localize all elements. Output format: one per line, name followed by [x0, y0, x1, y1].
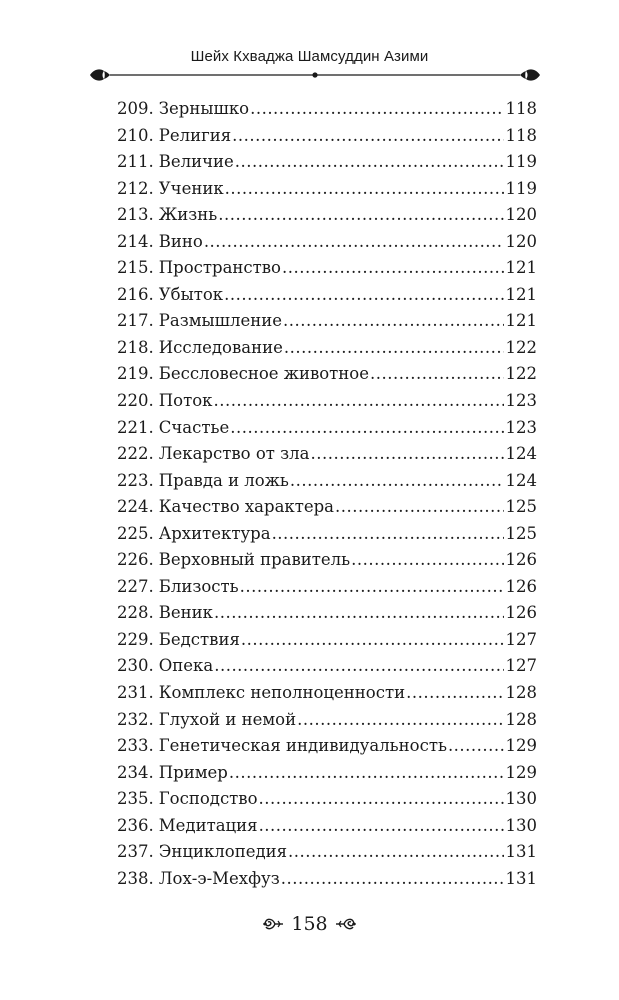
toc-entry — [117, 123, 537, 150]
toc-entry-number: 226. — [117, 550, 154, 570]
toc-entry — [117, 707, 537, 734]
toc-entry-number: 222. — [117, 444, 154, 464]
toc-entry-page: 119 — [505, 152, 537, 172]
toc-entry-number: 218. — [117, 337, 154, 357]
toc-dot-leader — [235, 149, 504, 176]
toc-dot-leader — [218, 202, 503, 229]
toc-entry-page: 121 — [505, 284, 537, 304]
toc-dot-leader — [229, 760, 504, 787]
toc-entry-page: 123 — [505, 417, 537, 437]
toc-entry-title: Жизнь — [158, 205, 218, 225]
toc-dot-leader — [406, 680, 503, 707]
toc-entry-page: 122 — [505, 337, 537, 357]
toc-entry-number: 213. — [117, 205, 154, 225]
toc-dot-leader — [241, 627, 504, 654]
toc-entry-page: 118 — [505, 99, 537, 118]
toc-entry — [117, 574, 537, 601]
toc-entry-number: 224. — [117, 497, 154, 517]
toc-entry — [117, 361, 537, 388]
toc-entry-title: Качество характера — [158, 497, 335, 517]
toc-entry-number: 212. — [117, 178, 154, 198]
toc-entry — [117, 415, 537, 442]
toc-entry-page: 120 — [505, 231, 537, 251]
table-of-contents — [117, 96, 537, 892]
toc-dot-leader — [259, 786, 504, 813]
toc-entry-title: Медитация — [158, 815, 258, 835]
toc-entry — [117, 600, 537, 627]
toc-entry-page: 129 — [505, 736, 537, 756]
toc-entry-title: Счастье — [158, 417, 230, 437]
toc-entry-title: Опека — [158, 656, 214, 676]
toc-entry-title: Бессловесное животное — [158, 364, 369, 384]
toc-entry-page: 125 — [505, 497, 537, 517]
toc-entry-page: 128 — [505, 683, 537, 703]
toc-entry-number: 231. — [117, 683, 154, 703]
toc-entry-title: Господство — [158, 789, 258, 809]
toc-entry-title: Ученик — [158, 178, 224, 198]
toc-entry-title: Величие — [158, 152, 234, 172]
toc-entry-title: Вино — [158, 231, 203, 251]
toc-dot-leader — [272, 521, 504, 548]
toc-entry-number: 236. — [117, 815, 154, 835]
toc-dot-leader — [351, 547, 503, 574]
toc-entry-number: 220. — [117, 391, 154, 411]
toc-entry — [117, 255, 537, 282]
toc-entry-number: 227. — [117, 576, 154, 596]
toc-entry-number: 209. — [117, 99, 154, 118]
toc-entry-title: Пример — [158, 762, 228, 782]
toc-entry-page: 123 — [505, 391, 537, 411]
toc-entry-title: Поток — [158, 391, 213, 411]
toc-entry-title: Бедствия — [158, 629, 240, 649]
toc-entry — [117, 786, 537, 813]
toc-entry — [117, 308, 537, 335]
toc-dot-leader — [370, 361, 504, 388]
toc-dot-leader — [224, 282, 503, 309]
toc-entry-page: 129 — [505, 762, 537, 782]
toc-entry — [117, 521, 537, 548]
toc-entry — [117, 282, 537, 309]
toc-entry-number: 211. — [117, 152, 154, 172]
toc-entry — [117, 468, 537, 495]
toc-entry-number: 230. — [117, 656, 154, 676]
toc-entry-title: Пространство — [158, 258, 281, 278]
toc-entry — [117, 627, 537, 654]
toc-entry-number: 217. — [117, 311, 154, 331]
toc-entry-page: 119 — [505, 178, 537, 198]
toc-entry-number: 215. — [117, 258, 154, 278]
toc-entry-page: 124 — [505, 444, 537, 464]
toc-entry-number: 225. — [117, 523, 154, 543]
toc-entry-page: 130 — [505, 815, 537, 835]
toc-entry — [117, 760, 537, 787]
toc-entry-number: 235. — [117, 789, 154, 809]
toc-entry — [117, 229, 537, 256]
toc-entry-page: 130 — [505, 789, 537, 809]
toc-entry — [117, 680, 537, 707]
toc-entry — [117, 494, 537, 521]
toc-entry-page: 120 — [505, 205, 537, 225]
toc-entry-title: Убыток — [158, 284, 224, 304]
toc-entry-number: 237. — [117, 842, 154, 862]
toc-entry-page: 131 — [505, 842, 537, 862]
toc-entry — [117, 388, 537, 415]
toc-dot-leader — [250, 96, 503, 123]
toc-entry — [117, 176, 537, 203]
running-head-title: Шейх Кхваджа Шамсуддин Азими — [190, 48, 429, 65]
toc-entry-page: 121 — [505, 258, 537, 278]
center-dot-icon — [312, 72, 317, 77]
toc-entry-title: Религия — [158, 125, 232, 145]
toc-entry — [117, 202, 537, 229]
right-leaf-ornament-icon — [520, 69, 540, 80]
toc-dot-leader — [225, 176, 504, 203]
toc-entry-title: Исследование — [158, 337, 283, 357]
toc-dot-leader — [290, 468, 504, 495]
toc-entry — [117, 547, 537, 574]
toc-entry-title: Верховный правитель — [158, 550, 351, 570]
toc-entry — [117, 335, 537, 362]
toc-entry-title: Лекарство от зла — [158, 444, 310, 464]
toc-entry — [117, 866, 537, 893]
toc-entry-title: Генетическая индивидуальность — [158, 736, 447, 756]
folio-left-ornament-icon — [261, 916, 285, 932]
toc-entry-title: Зернышко — [158, 99, 250, 118]
toc-entry-page: 131 — [505, 868, 537, 888]
toc-dot-leader — [283, 308, 503, 335]
toc-dot-leader — [259, 813, 504, 840]
toc-entry-page: 126 — [505, 550, 537, 570]
toc-entry-number: 216. — [117, 284, 154, 304]
toc-dot-leader — [281, 866, 504, 893]
toc-dot-leader — [335, 494, 503, 521]
toc-entry-number: 221. — [117, 417, 154, 437]
toc-entry-number: 223. — [117, 470, 154, 490]
toc-entry-page: 121 — [505, 311, 537, 331]
toc-entry-number: 210. — [117, 125, 154, 145]
toc-entry-title: Близость — [158, 576, 239, 596]
toc-entry-title: Размышление — [158, 311, 283, 331]
toc-entry-page: 128 — [505, 709, 537, 729]
toc-entry-page: 122 — [505, 364, 537, 384]
toc-dot-leader — [214, 653, 503, 680]
toc-entry-title: Веник — [158, 603, 213, 623]
toc-entry-number: 234. — [117, 762, 154, 782]
toc-entry-number: 232. — [117, 709, 154, 729]
toc-entry — [117, 813, 537, 840]
toc-entry-number: 238. — [117, 868, 154, 888]
toc-entry — [117, 653, 537, 680]
toc-dot-leader — [310, 441, 503, 468]
page-number: 158 — [291, 913, 328, 935]
toc-entry-page: 126 — [505, 576, 537, 596]
toc-entry — [117, 149, 537, 176]
toc-entry-number: 229. — [117, 629, 154, 649]
toc-entry — [117, 839, 537, 866]
toc-dot-leader — [297, 707, 503, 734]
toc-entry-number: 214. — [117, 231, 154, 251]
toc-dot-leader — [230, 415, 503, 442]
toc-entry-page: 127 — [505, 629, 537, 649]
toc-entry-title: Правда и ложь — [158, 470, 289, 490]
left-leaf-ornament-icon — [90, 69, 110, 80]
toc-entry-number: 228. — [117, 603, 154, 623]
toc-entry-number: 219. — [117, 364, 154, 384]
toc-dot-leader — [232, 123, 503, 150]
toc-dot-leader — [204, 229, 504, 256]
toc-entry-page: 126 — [505, 603, 537, 623]
toc-entry-title: Глухой и немой — [158, 709, 297, 729]
toc-entry-title: Энциклопедия — [158, 842, 288, 862]
header-ornamental-rule — [88, 64, 542, 86]
toc-entry — [117, 733, 537, 760]
toc-entry-page: 127 — [505, 656, 537, 676]
toc-entry-title: Лох-э-Мехфуз — [158, 868, 280, 888]
toc-dot-leader — [213, 388, 503, 415]
page-folio — [0, 913, 619, 935]
toc-dot-leader — [214, 600, 504, 627]
toc-dot-leader — [284, 335, 504, 362]
folio-right-ornament-icon — [334, 916, 358, 932]
toc-entry-page: 118 — [505, 125, 537, 145]
toc-entry-page: 125 — [505, 523, 537, 543]
toc-entry-page: 124 — [505, 470, 537, 490]
toc-entry-title: Архитектура — [158, 523, 271, 543]
toc-dot-leader — [240, 574, 504, 601]
toc-dot-leader — [448, 733, 504, 760]
toc-entry — [117, 96, 537, 123]
toc-entry-number: 233. — [117, 736, 154, 756]
toc-entry-title: Комплекс неполноценности — [158, 683, 406, 703]
toc-dot-leader — [288, 839, 503, 866]
toc-entry — [117, 441, 537, 468]
toc-dot-leader — [282, 255, 504, 282]
